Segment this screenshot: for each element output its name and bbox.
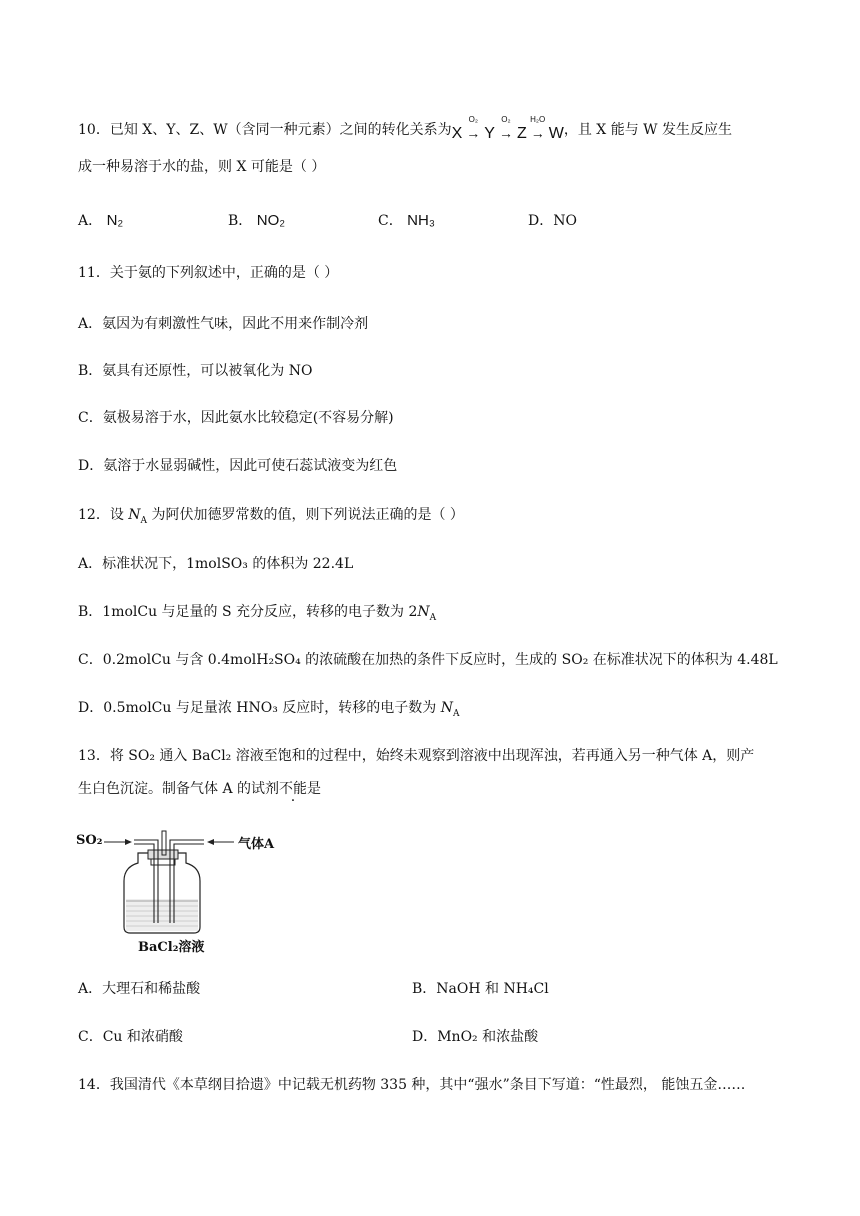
q10-option-b[interactable] — [228, 211, 285, 231]
chain-arrow-2-label: O₂ — [501, 115, 511, 124]
q11-option-c[interactable]: C．氨极易溶于水，因此氨水比较稳定(不容易分解) — [78, 410, 394, 426]
q12-stem-pre: 12．设 — [78, 507, 129, 523]
q11-option-d[interactable]: D．氨溶于水显弱碱性，因此可使石蕊试液变为红色 — [78, 458, 398, 474]
q13-option-a[interactable]: A．大理石和稀盐酸 — [78, 981, 201, 997]
q10-line1 — [78, 115, 732, 144]
option-text: N₂ — [106, 212, 124, 229]
figure-label-so2: SO₂ — [76, 833, 103, 848]
figure-label-gas-a: 气体A — [238, 837, 275, 852]
q10-conversion-chain — [451, 115, 564, 144]
q12-option-b[interactable] — [78, 602, 436, 622]
q10-line2: 成一种易溶于水的盐，则 X 可能是（ ） — [78, 159, 326, 175]
avogadro-subscript: A — [453, 708, 460, 719]
chain-arrow-3-label: H₂O — [530, 115, 546, 124]
avogadro-symbol: N — [440, 700, 453, 716]
q12-option-d[interactable] — [78, 698, 460, 718]
q11-option-a[interactable]: A．氨因为有刺激性气味，因此不用来作制冷剂 — [78, 316, 369, 332]
q13-option-b[interactable]: B．NaOH 和 NH₄Cl — [412, 981, 549, 997]
option-key: D． — [528, 213, 554, 229]
figure-label-bacl2: BaCl₂溶液 — [138, 940, 205, 955]
chain-arrow-1-label: O₂ — [468, 115, 478, 124]
option-text: NO — [553, 213, 577, 229]
q13-line2 — [78, 779, 321, 799]
chain-species-w: W — [548, 125, 564, 142]
q12-option-a[interactable]: A．标准状况下，1molSO₃ 的体积为 22.4L — [78, 556, 354, 572]
option-key: A． — [78, 213, 103, 229]
q13-option-d[interactable]: D．MnO₂ 和浓盐酸 — [412, 1029, 539, 1045]
chain-species-x: X — [451, 125, 463, 142]
option-key: B． — [228, 213, 253, 229]
q13-line1: 13．将 SO₂ 通入 BaCl₂ 溶液至饱和的过程中，始终未观察到溶液中出现浑浊，若再通入另一种气体 A，则产 — [78, 748, 755, 764]
q11-stem: 11．关于氨的下列叙述中，正确的是（ ） — [78, 265, 339, 281]
option-text: NH₃ — [407, 212, 435, 229]
q12-option-d-text: D．0.5molCu 与足量浓 HNO₃ 反应时，转移的电子数为 — [78, 700, 441, 716]
q12-stem-post: 为阿伏加德罗常数的值，则下列说法正确的是（ ） — [147, 507, 464, 523]
q13-apparatus-figure — [76, 823, 296, 958]
option-key: C． — [378, 213, 403, 229]
chain-species-y: Y — [484, 125, 495, 142]
q13-line2-pre: 生白色沉淀。制备气体 A 的试剂 — [78, 781, 280, 797]
chain-arrow-3: H₂O → — [527, 123, 549, 144]
avogadro-symbol: N — [128, 507, 141, 523]
chain-arrow-2: O₂ → — [495, 123, 517, 144]
chain-species-z: Z — [516, 125, 527, 142]
avogadro-symbol: N — [417, 604, 430, 620]
q10-option-a[interactable] — [78, 211, 123, 231]
chain-arrow-1: O₂ → — [462, 123, 484, 144]
q13-emphasis-not: 不能 — [279, 781, 308, 797]
q14-line1: 14．我国清代《本草纲目拾遗》中记载无机药物 335 种，其中“强水”条目下写道：“性最烈， 能蚀五金…… — [78, 1077, 746, 1093]
q10-prefix: 10．已知 X、Y、Z、W（含同一种元素）之间的转化关系为 — [78, 122, 452, 138]
q12-option-c[interactable]: C．0.2molCu 与含 0.4molH₂SO₄ 的浓硫酸在加热的条件下反应时，生成的 SO₂ 在标准状况下的体积为 4.48L — [78, 652, 778, 668]
q12-option-b-text: B．1molCu 与足量的 S 充分反应，转移的电子数为 2 — [78, 604, 418, 620]
avogadro-subscript: A — [429, 612, 437, 623]
q13-option-c[interactable]: C．Cu 和浓硝酸 — [78, 1029, 183, 1045]
q10-suffix: ，且 X 能与 W 发生反应生 — [563, 122, 732, 138]
q11-option-b[interactable]: B．氨具有还原性，可以被氧化为 NO — [78, 363, 313, 379]
avogadro-subscript: A — [140, 515, 148, 526]
q13-line2-post: 是 — [307, 781, 322, 797]
q10-option-d[interactable] — [528, 211, 577, 231]
q12-stem — [78, 505, 464, 525]
option-text: NO₂ — [256, 212, 286, 229]
q10-option-c[interactable] — [378, 211, 435, 231]
